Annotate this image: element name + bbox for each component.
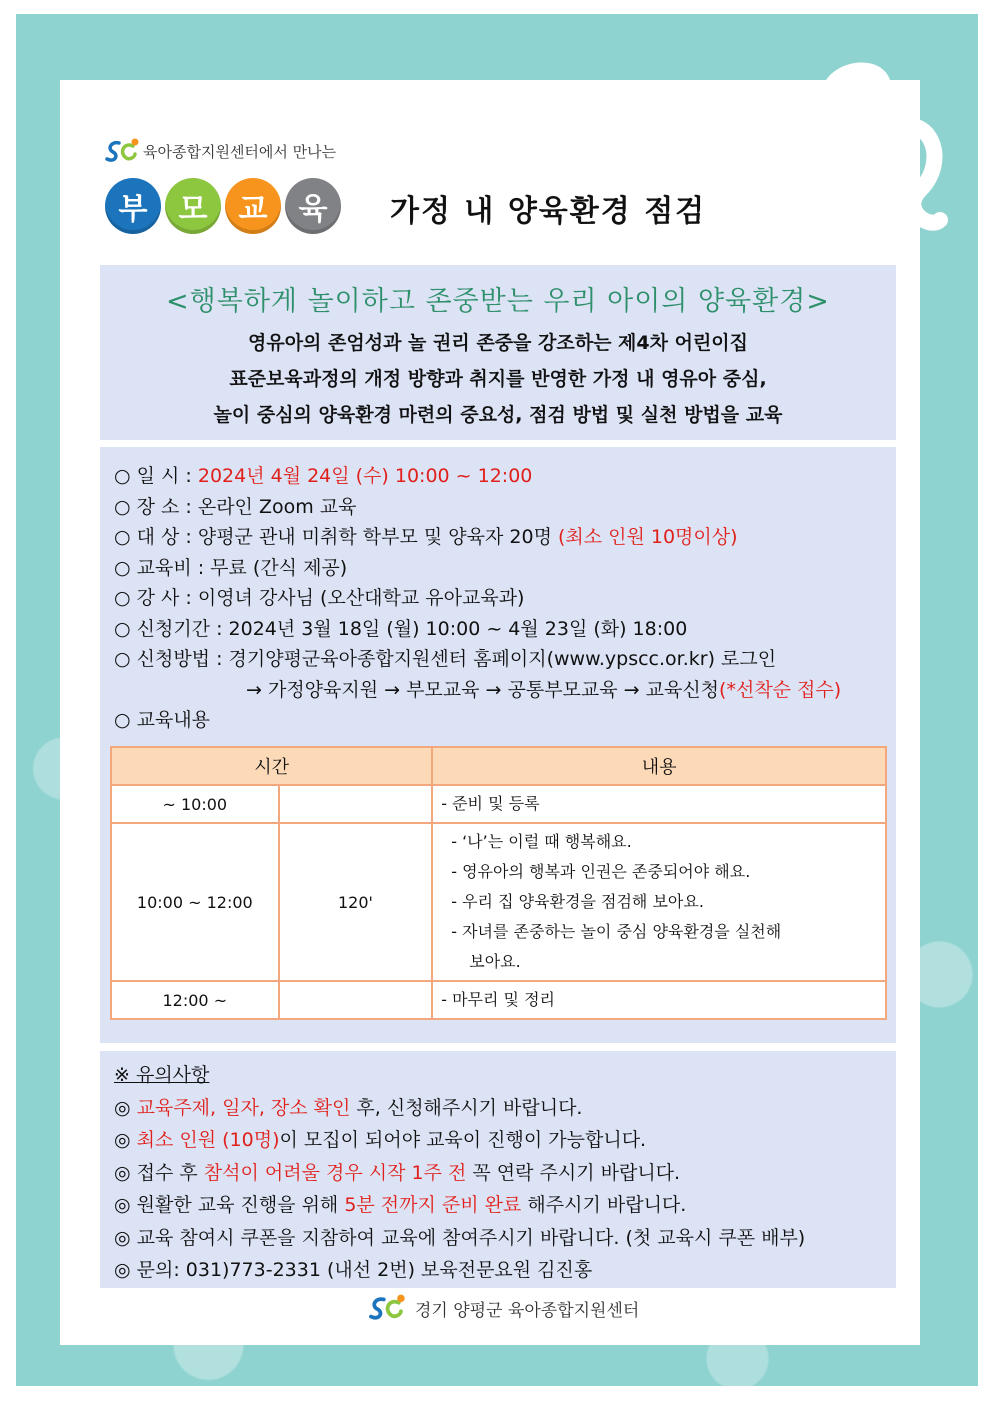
notice-line: ◎ 교육 참여시 쿠폰을 지참하여 교육에 참여주시기 바랍니다. (첫 교육시 쿠폰 배부) xyxy=(114,1226,806,1249)
page-title: 가정 내 양육환경 점검 xyxy=(390,194,707,229)
center-logo-icon xyxy=(105,137,139,165)
notice-line: ◎ 문의: 031)773-2331 (내선 2번) 보육전문요원 김진홍 xyxy=(114,1259,593,1281)
content-item: - 우리 집 양육환경을 점검해 보아요. xyxy=(451,892,704,911)
info-instructor: ○ 강 사 : 이영녀 강사님 (오산대학교 유아교육과) xyxy=(114,587,525,609)
date-value: 2024년 4월 24일 (수) 10:00 ~ 12:00 xyxy=(197,465,533,487)
row-content: - 마무리 및 정리 xyxy=(432,981,886,1019)
brand-line xyxy=(105,136,336,166)
col-header-time: 시간 xyxy=(111,747,432,785)
content-item: - ‘나’는 이럴 때 행복해요. xyxy=(451,832,632,851)
notice-line: ◎ 교육주제, 일자, 장소 확인 후, 신청해주시기 바랍니다. xyxy=(114,1096,583,1119)
row-content xyxy=(432,823,886,981)
method-note: (*선착순 접수) xyxy=(719,678,842,701)
row-time: 12:00 ~ xyxy=(111,981,279,1019)
circle-char-2: 모 xyxy=(165,178,221,234)
col-header-content: 내용 xyxy=(432,747,886,785)
row-content: - 준비 및 등록 xyxy=(432,785,886,823)
intro-line: 표준보육과정의 개정 방향과 취지를 반영한 가정 내 영유아 중심, xyxy=(229,368,767,390)
table-row xyxy=(111,981,886,1019)
table-row xyxy=(111,823,886,981)
info-box xyxy=(100,447,896,1043)
footer xyxy=(365,1293,639,1323)
info-method: ○ 신청방법 : 경기양평군육아종합지원센터 홈페이지(www.ypscc.or.kr) 로그인 xyxy=(114,648,777,670)
intro-body xyxy=(100,325,896,433)
content-item: - 영유아의 행복과 인권은 존중되어야 해요. xyxy=(451,862,751,881)
schedule-table xyxy=(110,746,887,1020)
footer-text: 경기 양평군 육아종합지원센터 xyxy=(415,1300,640,1321)
info-date: ○ 일 시 : 2024년 4월 24일 (수) 10:00 ~ 12:00 xyxy=(114,465,533,487)
brand-text: 육아종합지원센터에서 만나는 xyxy=(143,142,337,161)
row-duration xyxy=(279,981,433,1019)
info-period: ○ 신청기간 : 2024년 3월 18일 (월) 10:00 ~ 4월 23일 (화) 18:00 xyxy=(114,617,688,640)
notice-box xyxy=(100,1051,896,1288)
notice-heading: ※ 유의사항 xyxy=(114,1064,210,1086)
content-item: - 자녀를 존중하는 놀이 중심 양육환경을 실천해 xyxy=(451,922,782,941)
notice-line: ◎ 접수 후 참석이 어려울 경우 시작 1주 전 꼭 연락 주시기 바랍니다. xyxy=(114,1161,681,1184)
intro-line: 놀이 중심의 양육환경 마련의 중요성, 점검 방법 및 실천 방법을 교육 xyxy=(213,404,783,426)
teapot-decoration xyxy=(780,40,950,280)
intro-box xyxy=(100,265,896,440)
title-circles xyxy=(105,178,341,234)
row-duration xyxy=(279,785,433,823)
row-time: ~ 10:00 xyxy=(111,785,279,823)
intro-line: 영유아의 존엄성과 놀 권리 존중을 강조하는 제4차 어린이집 xyxy=(247,332,749,354)
table-header-row xyxy=(111,747,886,785)
target-note: (최소 인원 10명이상) xyxy=(557,526,738,548)
content-item: 보아요. xyxy=(469,952,521,971)
info-fee: ○ 교육비 : 무료 (간식 제공) xyxy=(114,556,348,579)
row-time: 10:00 ~ 12:00 xyxy=(111,823,279,981)
info-target: ○ 대 상 : 양평군 관내 미취학 학부모 및 양육자 20명 (최소 인원 10명이상) xyxy=(114,526,738,548)
row-duration: 120' xyxy=(279,823,433,981)
circle-char-4: 육 xyxy=(285,178,341,234)
center-logo-icon xyxy=(365,1293,409,1323)
info-method-path: → 가정양육지원 → 부모교육 → 공통부모교육 → 교육신청(*선착순 접수) xyxy=(246,678,842,701)
notice-line: ◎ 원활한 교육 진행을 위해 5분 전까지 준비 완료 해주시기 바랍니다. xyxy=(114,1194,687,1216)
circle-char-1: 부 xyxy=(105,178,161,234)
notice-line: ◎ 최소 인원 (10명)이 모집이 되어야 교육이 진행이 가능합니다. xyxy=(114,1129,647,1151)
circle-char-3: 교 xyxy=(225,178,281,234)
table-row xyxy=(111,785,886,823)
intro-title: <행복하게 놀이하고 존중받는 우리 아이의 양육환경> xyxy=(166,286,830,317)
info-place: ○ 장 소 : 온라인 Zoom 교육 xyxy=(114,495,357,518)
info-content-label: ○ 교육내용 xyxy=(114,709,211,731)
